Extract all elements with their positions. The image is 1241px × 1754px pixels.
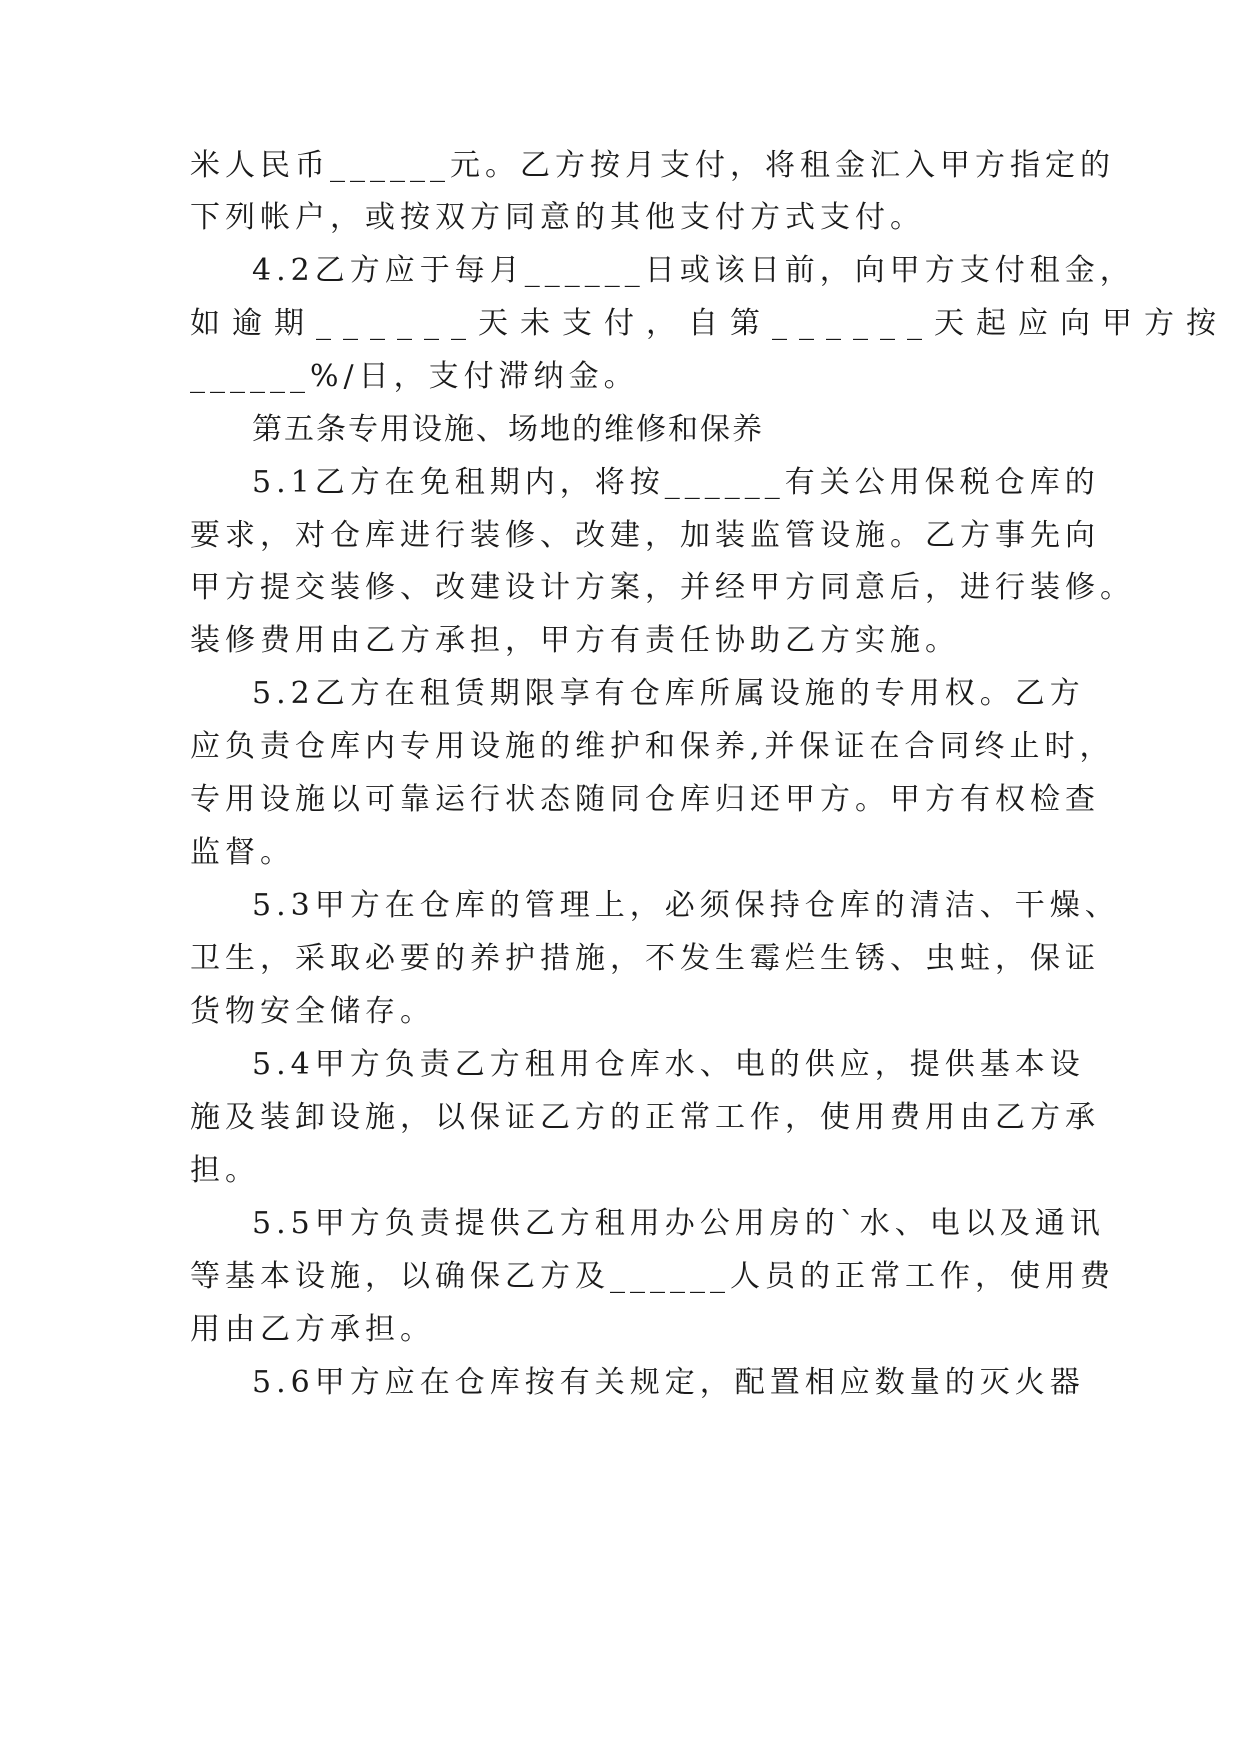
text-line: 施及装卸设施，以保证乙方的正常工作，使用费用由乙方承 — [190, 1100, 1100, 1135]
text-line: 等基本设施，以确保乙方及______人员的正常工作，使用费 — [190, 1259, 1115, 1294]
text-line: 要求，对仓库进行装修、改建，加装监管设施。乙方事先向 — [190, 518, 1100, 553]
text-line: 米人民币______元。乙方按月支付，将租金汇入甲方指定的 — [190, 148, 1115, 183]
text-line: 4.2乙方应于每月______日或该日前，向甲方支付租金， — [252, 253, 1135, 288]
text-line: ______%/日，支付滞纳金。 — [190, 359, 639, 394]
text-line: 5.5甲方负责提供乙方租用办公用房的`水、电以及通讯 — [252, 1206, 1105, 1241]
text-line: 5.6甲方应在仓库按有关规定，配置相应数量的灭火器 — [252, 1365, 1085, 1400]
text-line: 货物安全储存。 — [190, 994, 435, 1029]
text-line: 卫生，采取必要的养护措施，不发生霉烂生锈、虫蛀，保证 — [190, 941, 1100, 976]
text-line: 用由乙方承担。 — [190, 1312, 435, 1347]
text-line: 下列帐户，或按双方同意的其他支付方式支付。 — [190, 200, 925, 235]
text-line: 担。 — [190, 1153, 260, 1188]
section-heading: 第五条专用设施、场地的维修和保养 — [252, 412, 764, 447]
text-line: 5.4甲方负责乙方租用仓库水、电的供应，提供基本设 — [252, 1047, 1085, 1082]
text-line: 装修费用由乙方承担，甲方有责任协助乙方实施。 — [190, 623, 960, 658]
text-line: 监督。 — [190, 835, 295, 870]
text-line: 甲方提交装修、改建设计方案，并经甲方同意后，进行装修。 — [190, 570, 1135, 605]
text-line: 5.1乙方在免租期内，将按______有关公用保税仓库的 — [252, 465, 1100, 500]
text-line: 应负责仓库内专用设施的维护和保养,并保证在合同终止时， — [190, 729, 1115, 764]
text-line: 5.2乙方在租赁期限享有仓库所属设施的专用权。乙方 — [252, 676, 1085, 711]
text-line: 专用设施以可靠运行状态随同仓库归还甲方。甲方有权检查 — [190, 782, 1100, 817]
text-line: 5.3甲方在仓库的管理上，必须保持仓库的清洁、干燥、 — [252, 888, 1120, 923]
text-line: 如逾期______天未支付，自第______天起应向甲方按 — [190, 306, 1228, 341]
